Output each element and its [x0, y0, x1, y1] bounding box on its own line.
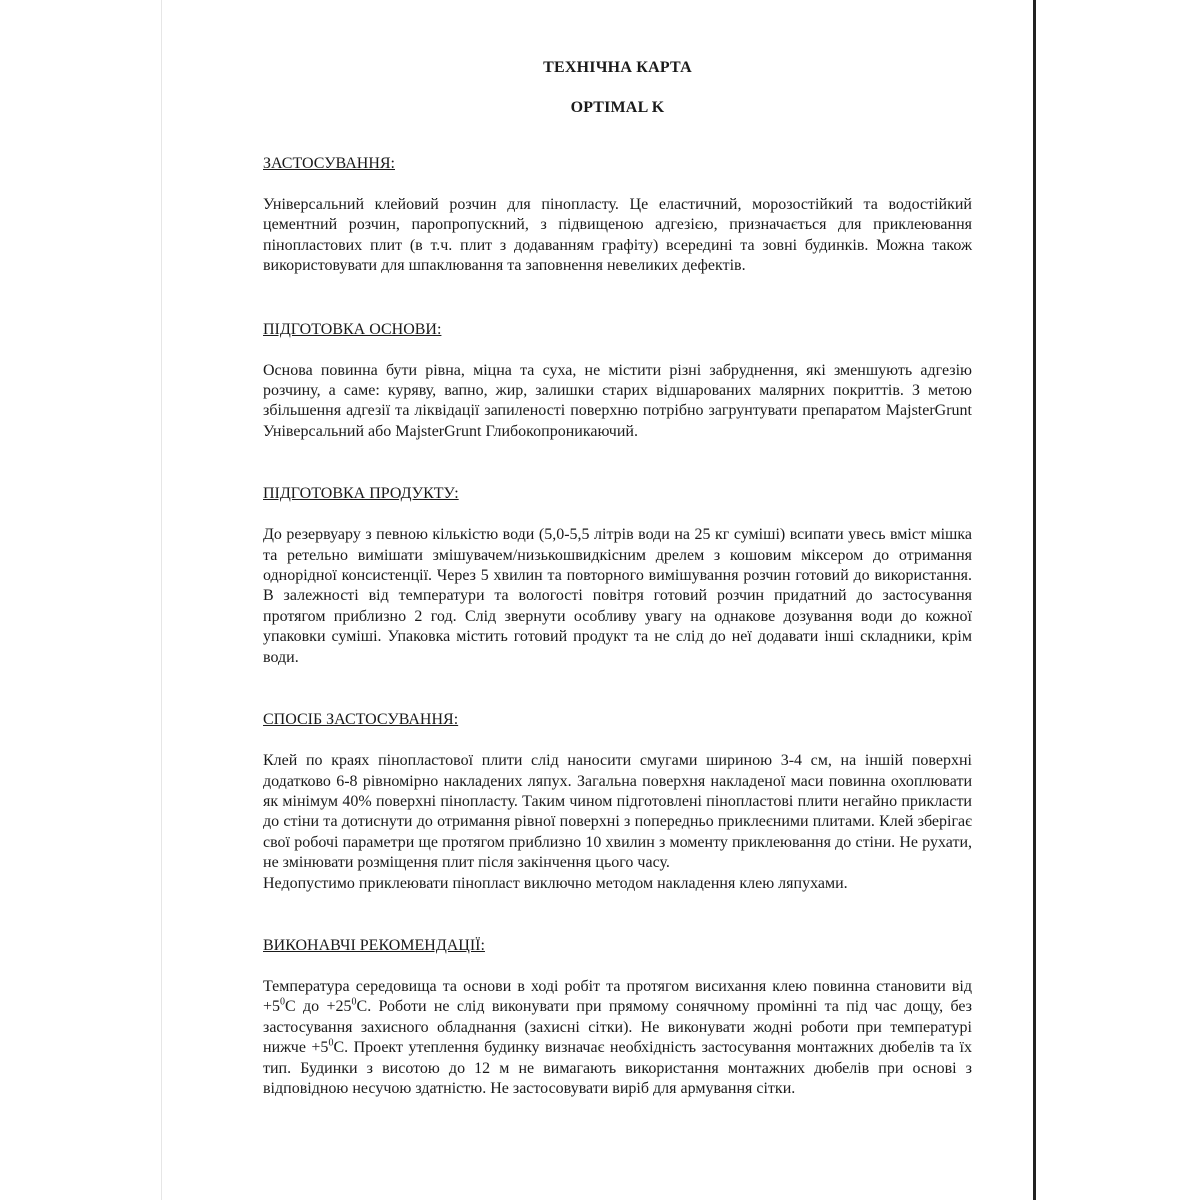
degree-superscript: 0 [280, 997, 286, 1009]
document-content [263, 56, 972, 1099]
degree-superscript: 0 [328, 1037, 334, 1049]
section-base-preparation [263, 320, 972, 443]
section-heading: ЗАСТОСУВАННЯ: [263, 155, 395, 172]
section-paragraph: До резервуару з певною кількістю води (5,0-5,5 літрів води на 25 кг суміші) всипати увесь вміст мішка та ретельно вимішати змішувачем/низькошвидкісним дрелем з кошовим міксером до отримання однорідної консистенції. Через 5 хвилин та повторного вимішування розчин готовий до використання. В залежності від температури та вологості повітря готовий розчин придатний до застосування протягом приблизно 2 год. Слід звернути особливу увагу на однакове дозування води до кожної упаковки суміші. Упаковка містить готовий продукт та не слід до неї додавати інші складники, крім води. [263, 526, 972, 666]
page-right-border [1033, 0, 1036, 1200]
section-product-preparation [263, 484, 972, 668]
section-heading: ПІДГОТОВКА ПРОДУКТУ: [263, 485, 459, 503]
section-heading: ВИКОНАВЧІ РЕКОМЕНДАЦІЇ: [263, 936, 485, 954]
recommendation-text: C. Роботи не слід виконувати при прямому сонячному промінні та під час дощу, без застосування захисного обладнання (захисні сітки). Не виконувати жодні роботи при температурі нижче +5 [263, 998, 972, 1057]
section-paragraph: Клей по краях пінопластової плити слід наносити смугами шириною 3-4 см, на іншій поверхні додатково 6-8 рівномірно накладених ляпух. Загальна поверхня накладеної маси повинна охоплювати як мінімум 40% поверхні пінопласту. Таким чином підготовлені пінопластові плити негайно прикласти до стіни та дотиснути до отримання рівної поверхні з попередньо приклеєними плитами. Клей зберігає свої робочі параметри ще протягом приблизно 10 хвилин з моменту приклеювання до стіни. Не рухати, не змінювати розміщення плит після закінчення цього часу. [263, 752, 972, 872]
page-left-edge [161, 0, 162, 1200]
section-paragraph: Універсальний клейовий розчин для пінопласту. Це еластичний, морозостійкий та водостійкий цементний розчин, паропропускний, з підвищеною адгезією, призначається для приклеювання пінопластових плит (в т.ч. плит з додаванням графіту) всередині та зовні будинків. Можна також використовувати для шпаклювання та заповнення невеликих дефектів. [263, 196, 972, 275]
section-application [263, 154, 972, 277]
section-recommendations [263, 936, 972, 1099]
degree-superscript: 0 [351, 997, 357, 1009]
document-subtitle: OPTIMAL K [570, 99, 665, 116]
section-heading: СПОСІБ ЗАСТОСУВАННЯ: [263, 711, 459, 729]
section-paragraph [263, 977, 972, 1099]
recommendation-text: C. Проект утеплення будинку визначає необхідність застосування монтажних дюбелів та їх тип. Будинки з висотою до 12 м не вимагають використання монтажних дюбелів при основі з відповідною несучою здатністю. Не застосовувати виріб для армування сітки. [263, 1039, 973, 1097]
recommendation-text: C до +25 [285, 998, 352, 1016]
section-paragraph: Недопустимо приклеювати пінопласт виключно методом накладення клею ляпухами. [263, 874, 848, 892]
section-heading: ПІДГОТОВКА ОСНОВИ: [263, 320, 442, 338]
recommendation-text: Температура середовища та основи в ході робіт та протягом висихання клею повинна становити від +5 [263, 977, 972, 1016]
document-title: ТЕХНІЧНА КАРТА [543, 59, 692, 76]
section-paragraph: Основа повинна бути рівна, міцна та суха, не містити різні забруднення, які зменшують адгезію розчину, а саме: куряву, вапно, жир, залишки старих відшарованих малярних покриттів. З метою збільшення адгезії та ліквідації запиленості поверхню потрібно загрунтувати препаратом MajsterGrunt Універсальний або MajsterGrunt Глибокопроникаючий. [263, 361, 972, 440]
section-application-method [263, 710, 972, 894]
